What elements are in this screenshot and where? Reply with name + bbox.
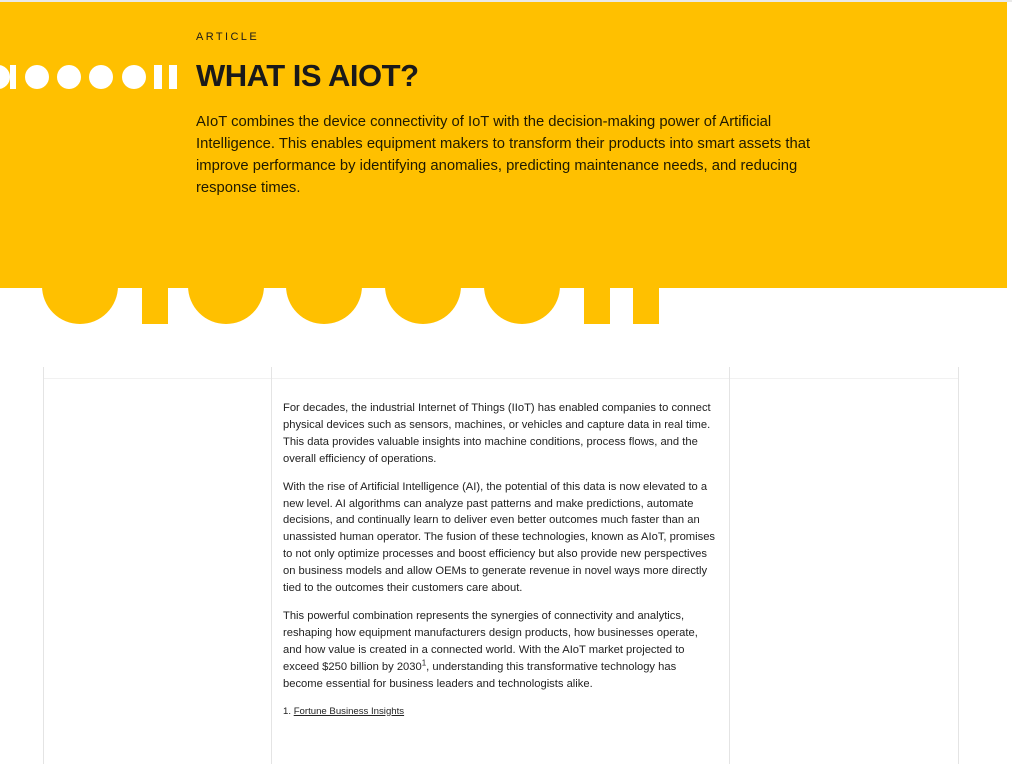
scallop-bar <box>584 288 610 324</box>
scallop-circle <box>385 248 461 324</box>
article-paragraph-1: For decades, the industrial Internet of Things (IIoT) has enabled companies to connect physical devices such as sensors, machines, or vehicles and capture data in real time. This data provides valuable insights into machine conditions, process flows, and the overall efficiency of operations. <box>283 402 711 465</box>
pattern-dot <box>122 65 146 89</box>
article-body <box>283 400 719 720</box>
grid-line-vertical <box>271 367 272 764</box>
pattern-bar <box>154 65 162 89</box>
article-eyebrow: ARTICLE <box>196 31 260 43</box>
scallop-circle <box>286 248 362 324</box>
pattern-dot <box>57 65 81 89</box>
scallop-circle <box>484 248 560 324</box>
scallop-bar <box>633 288 659 324</box>
scallop-decoration <box>0 288 700 328</box>
paragraph-3-text: This powerful combination represents the synergies of connectivity and analytics, reshaping how equipment manufacturers design products, how businesses operate, and how value is created in a connected world. With the AIoT market projected to exceed $250 billion by 2030 <box>283 609 698 673</box>
page-title: WHAT IS AIOT? <box>196 58 419 93</box>
scallop-bar <box>142 288 168 324</box>
pattern-bar <box>169 65 177 89</box>
scallop-circle <box>188 248 264 324</box>
footnote-number: 1. <box>283 705 292 717</box>
hero-banner <box>0 2 1007 288</box>
grid-line-vertical <box>958 367 959 764</box>
pattern-dot <box>89 65 113 89</box>
footnote <box>283 704 719 721</box>
article-paragraph-2: With the rise of Artificial Intelligence (AI), the potential of this data is now elevated to a new level. AI algorithms can analyze past patterns and make predictions, automate decisions, and continually learn to deliver even better outcomes much faster than an unassisted human operator. The fusion of these technologies, known as AIoT, promises to not only optimize processes and boost efficiency but also provide new perspectives on business models and allow OEMs to generate revenue in novel ways more directly tied to the outcomes their customers care about. <box>283 480 716 595</box>
grid-line-horizontal <box>44 378 958 379</box>
paragraph-3-text-end: , understanding this transformative technology has become essential for business leaders and technologists alike. <box>283 660 677 690</box>
scallop-circle <box>42 248 118 324</box>
footnote-link[interactable]: Fortune Business Insights <box>293 705 405 717</box>
grid-line-vertical <box>43 367 44 764</box>
article-paragraph-3 <box>283 608 719 693</box>
footnote-ref[interactable]: 1 <box>421 657 427 667</box>
pattern-dot <box>0 65 10 89</box>
intro-text: AIoT combines the device connectivity of IoT with the decision-making power of Artificial Intelligence. This enables equipment makers to transform their products into smart assets that improve performance by identifying anomalies, predicting maintenance needs, and reducing response times. <box>196 114 811 196</box>
grid-line-vertical <box>729 367 730 764</box>
pattern-dot <box>25 65 49 89</box>
pattern-bar <box>10 65 16 89</box>
